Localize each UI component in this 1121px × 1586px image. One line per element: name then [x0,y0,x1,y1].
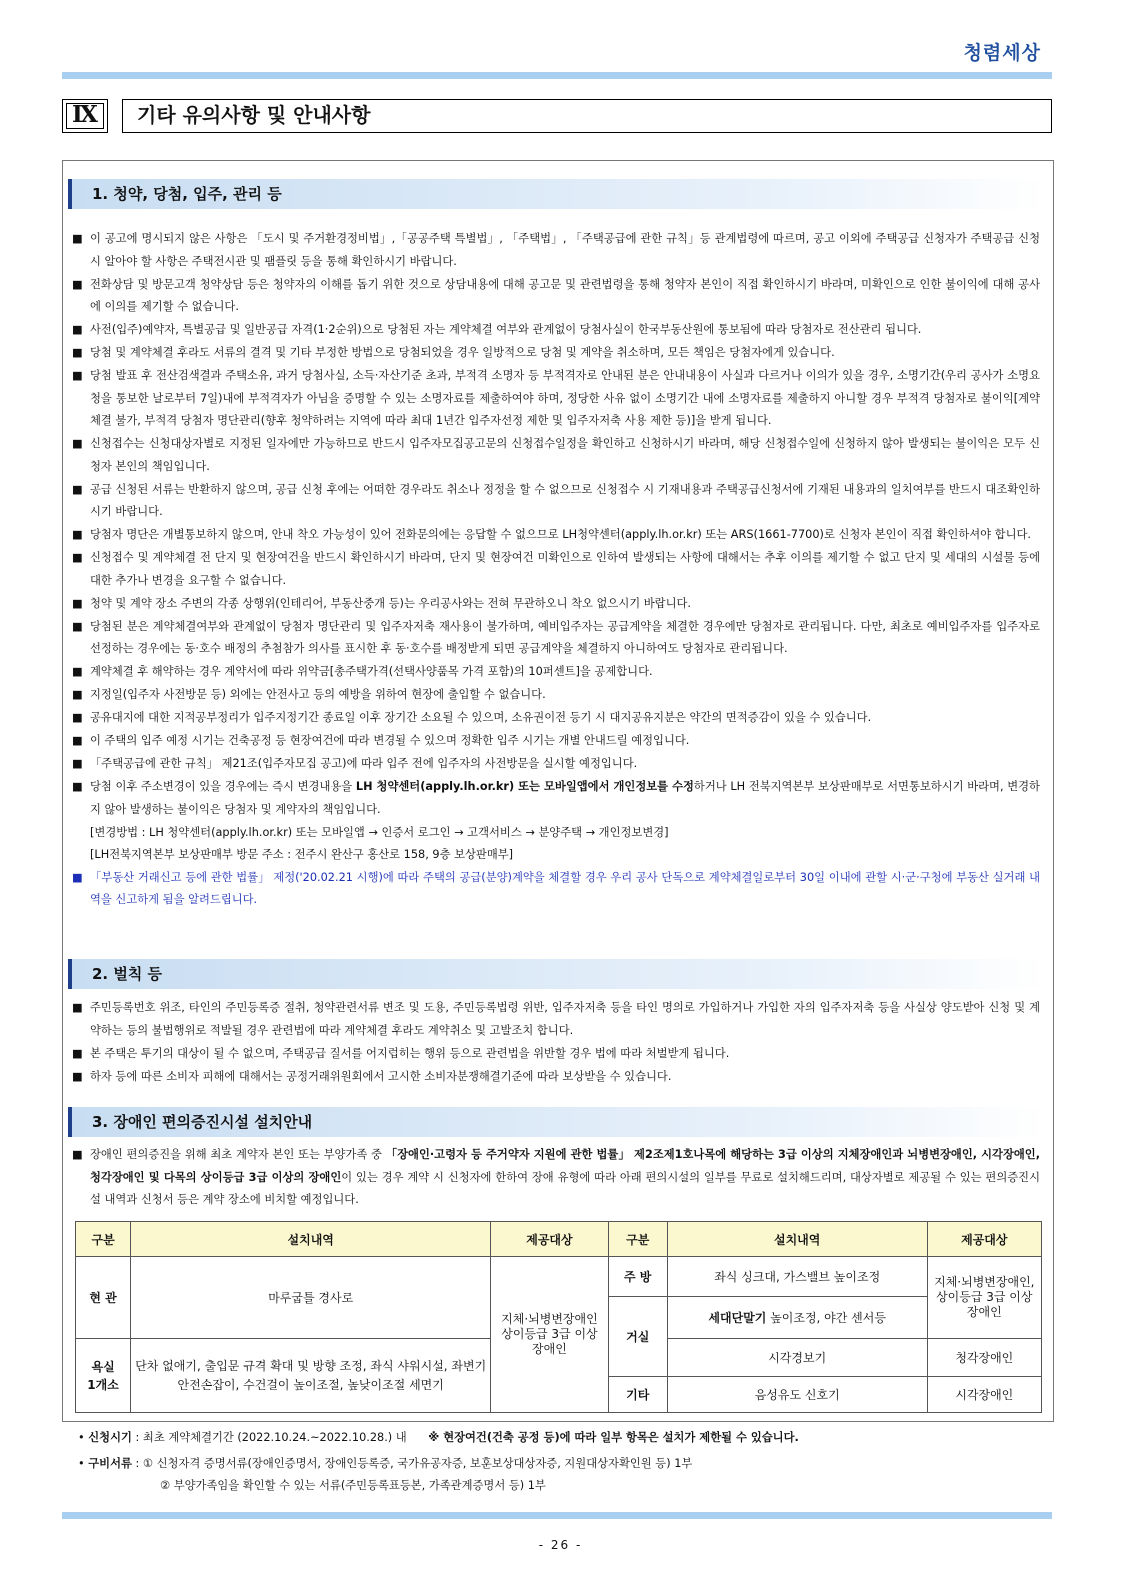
etc-item: 음성유도 신호기 [667,1377,927,1413]
list-item: ■ 청약 및 계약 장소 주변의 각종 상행위(인테리어, 부동산중개 등)는 우리공사와는 전혀 무관하오니 착오 없으시기 바랍니다. [72,596,692,610]
list-item-address-change: ■ 당첨 이후 주소변경이 있을 경우에는 즉시 변경내용을 LH 청약센터(apply.lh.or.kr) 또는 모바일앱에서 개인정보를 수정하거나 LH 전북지역본부 보상판매부로 서면통보하시기 바라며, 변경하지 않아 발생하는 불이익은 당첨자 및 계약자의 책임입니다. [72,780,1040,816]
list-item: ■ 전화상담 및 방문고객 청약상담 등은 청약자의 이해를 돕기 위한 것으로 상담내용에 대해 공고문 및 관련법령을 통해 청약자 본인이 직접 확인하시기 바라며, 미확인으로 인한 불이익에 대해 공사에 이의를 제기할 수 없습니다. [72,277,1040,313]
heading-s2: 2. 벌칙 등 [68,959,1046,989]
bath-item: 단차 없애기, 출입문 규격 확대 및 방향 조정, 좌식 샤워시설, 좌변기 안전손잡이, 수건걸이 높이조절, 높낮이조절 세면기 [131,1339,491,1413]
left-target: 지체·뇌병변장애인 상이등급 3급 이상 장애인 [491,1257,608,1413]
section-number [62,99,108,133]
s1-list [70,228,1040,912]
list-item: ■ 이 주택의 입주 예정 시기는 건축공정 등 현장여건에 따라 변경될 수 있으며 정확한 입주 시기는 개별 안내드릴 예정입니다. [72,734,690,747]
list-item: ■ 신청접수는 신청대상자별로 지정된 일자에만 가능하므로 반드시 입주자모집공고문의 신청접수일정을 확인하고 신청하시기 바라며, 해당 신청접수일에 신청하지 않아 발생되는 불이익은 모두 신청자 본인의 책임입니다. [72,437,1040,473]
row-label-entrance: 현 관 [76,1257,131,1339]
list-item: ■ 당첨 발표 후 전산검색결과 주택소유, 과거 당첨사실, 소득·자산기준 초과, 부적격 소명자 등 부적격자로 안내된 분은 안내내용이 사실과 다르거나 이의가 있을 경우, 소명기간(우리 공사가 소명요청을 통보한 날로부터 7일)내에 부적격자가 아님을 증명할 수 있는 소명자료를 제출하여야 하며, 정당한 사유 없이 소명기간 내에 소명자료를 제출하지 아니할 경우 부적격 당첨자로 불이익[계약체결 불가, 부적격 당첨자 명단관리(향후 청약하려는 지역에 따라 최대 1년간 입주자선정 제한 및 입주자저축 사용 제한 등)]을 받게 됩니다. [72,369,1040,427]
list-item: ■ 이 공고에 명시되지 않은 사항은 「도시 및 주거환경정비법」,「공공주택 특별법」, 「주택법」, 「주택공급에 관한 규칙」등 관계법령에 따르며, 공고 이외에 주택공급 신청자가 주택공급 신청 시 알아야 할 사항은 주택전시관 및 팸플릿 등을 통해 확인하시기 바랍니다. [72,232,1040,268]
row-label-etc: 기타 [608,1377,667,1413]
list-item: ■ 「주택공급에 관한 규칙」 제21조(입주자모집 공고)에 따라 입주 전에 입주자의 사전방문을 실시할 예정입니다. [72,757,638,770]
right-target-1: 지체·뇌병변장애인, 상이등급 3급 이상 장애인 [927,1257,1041,1339]
top-rule [62,72,1052,79]
s2-list [70,997,1040,1089]
living-item: 세대단말기 높이조정, 야간 센서등 [667,1297,927,1339]
facility-table [75,1221,1042,1413]
section-title: 기타 유의사항 및 안내사항 [122,99,1052,133]
col-header: 구분 [608,1222,667,1257]
list-item: ■ 계약체결 후 해약하는 경우 계약서에 따라 위약금[총주택가격(선택사양품목 가격 포함)의 10퍼센트]을 공제합니다. [72,665,653,678]
col-header: 제공대상 [927,1222,1041,1257]
kitchen-item: 좌식 싱크대, 가스밸브 높이조정 [667,1257,927,1297]
list-item: ■ 본 주택은 투기의 대상이 될 수 없으며, 주택공급 질서를 어지럽히는 행위 등으로 관련법을 위반할 경우 법에 따라 처벌받게 됩니다. [72,1046,730,1060]
integrity-logo [964,38,1041,65]
etc-target: 시각장애인 [927,1377,1041,1413]
list-item: ■ 하자 등에 따른 소비자 피해에 대해서는 공정거래위원회에서 고시한 소비자분쟁해결기준에 따라 보상받을 수 있습니다. [72,1069,672,1083]
list-item: ■ 공유대지에 대한 지적공부정리가 입주지정기간 종료일 이후 장기간 소요될 수 있으며, 소유권이전 등기 시 대지공유지분은 약간의 면적증감이 있을 수 있습니다. [72,711,872,724]
visit-address: [LH전북지역본부 보상판매부 방문 주소 : 전주시 완산구 홍산로 158, 9층 보상판매부] [90,848,514,861]
required-docs-2: ② 부양가족임을 확인할 수 있는 서류(주민등록표등본, 가족관계증명서 등) 1부 [160,1479,546,1492]
list-item-notice: ■ 「부동산 거래신고 등에 관한 법률」 제정('20.02.21 시행)에 따라 주택의 공급(분양)계약을 체결할 경우 우리 공사 단독으로 계약체결일로부터 30일 이내에 관할 시·군·구청에 부동산 실거래 내역을 신고하게 됨을 알려드립니다. [72,870,1040,906]
section-number-text: Ⅸ [72,101,98,128]
list-item: ■ 사전(입주)예약자, 특별공급 및 일반공급 자격(1·2순위)으로 당첨된 자는 계약체결 여부와 관계없이 당첨사실이 한국부동산원에 통보됨에 따라 당첨자로 전산관리 됩니다. [72,323,922,336]
list-item: ■ 공급 신청된 서류는 반환하지 않으며, 공급 신청 후에는 어떠한 경우라도 취소나 정정을 할 수 없으므로 신청접수 시 기재내용과 주택공급신청서에 기재된 내용과의 일치여부를 반드시 대조확인하시기 바랍니다. [72,482,1040,518]
col-header: 제공대상 [491,1222,608,1257]
heading-s1: 1. 청약, 당첨, 입주, 관리 등 [68,179,1046,209]
list-item: ■ 주민등록번호 위조, 타인의 주민등록증 절취, 청약관련서류 변조 및 도용, 주민등록법령 위반, 입주자저축 등을 타인 명의로 가입하거나 가입한 자의 입주자저축 등을 사실상 양도받아 신청 및 계약하는 등의 불법행위로 적발될 경우 관련법에 따라 계약체결 후라도 계약취소 및 고발조치 합니다. [72,1001,1040,1037]
s3-list [70,1144,1040,1212]
row-label-living: 거실 [608,1297,667,1377]
page-number: - 26 - [538,1538,583,1552]
list-item: ■ 신청접수 및 계약체결 전 단지 및 현장여건을 반드시 확인하시기 바라며, 단지 및 현장여건 미확인으로 인하여 발생되는 사항에 대해서는 추후 이의를 제기할 수 없고 단지 및 세대의 시설물 등에 대한 추가나 변경을 요구할 수 없습니다. [72,551,1040,587]
list-item: ■ 당첨 및 계약체결 후라도 서류의 결격 및 기타 부정한 방법으로 당첨되었을 경우 일방적으로 당첨 및 계약을 취소하며, 모든 책임은 당첨자에게 있습니다. [72,346,835,359]
apply-period: • 신청시기 : 최초 계약체결기간 (2022.10.24.~2022.10.28.) 내 ※ 현장여건(건축 공정 등)에 따라 일부 항목은 설치가 제한될 수 있습니다. [78,1431,799,1444]
entrance-item: 마루굽틀 경사로 [131,1257,491,1339]
col-header: 구분 [76,1222,131,1257]
list-item-facility-intro: ■ 장애인 편의증진을 위해 최초 계약자 본인 또는 부양가족 중 「장애인·고령자 등 주거약자 지원에 관한 법률」 제2조제1호나목에 해당하는 3급 이상의 지체장애인과 뇌병변장애인, 시각장애인, 청각장애인 및 다목의 상이등급 3급 이상의 장애인이 있는 경우 계약 시 신청자에 한하여 장애 유형에 따라 아래 편의시설의 일부를 무료로 설치해드리며, 대상자별로 제공될 수 있는 편의증진시설 내역과 신청서 등은 계약 장소에 비치할 예정입니다. [72,1148,1041,1206]
logo-text: 청렴세상 [963,42,1041,64]
col-header: 설치내역 [667,1222,927,1257]
list-item: ■ 당첨자 명단은 개별통보하지 않으며, 안내 착오 가능성이 있어 전화문의에는 응답할 수 없으므로 LH청약센터(apply.lh.or.kr) 또는 ARS(1661-7700)로 신청자 본인이 직접 확인하셔야 합니다. [72,528,1032,541]
change-method: [변경방법 : LH 청약센터(apply.lh.or.kr) 또는 모바일앱 → 인증서 로그인 → 고객서비스 → 분양주택 → 개인정보변경] [90,825,669,839]
row-label-kitchen: 주 방 [608,1257,667,1297]
list-item: ■ 당첨된 분은 계약체결여부와 관계없이 당첨자 명단관리 및 입주자저축 재사용이 불가하며, 예비입주자는 공급계약을 체결한 경우에만 당첨자로 관리됩니다. 다만, 최초로 예비입주자를 입주자로 선정하는 경우에는 동·호수 배정의 추첨참가 의사를 표시한 후 동·호수를 배정받게 되면 공급계약을 체결하지 아니하여도 당첨자로 관리됩니다. [72,619,1040,655]
alarm-target: 청각장애인 [927,1339,1041,1377]
list-item: ■ 지정일(입주자 사전방문 등) 외에는 안전사고 등의 예방을 위하여 현장에 출입할 수 없습니다. [72,688,546,701]
col-header: 설치내역 [131,1222,491,1257]
bottom-rule [62,1512,1052,1519]
heading-s3: 3. 장애인 편의증진시설 설치안내 [68,1107,1046,1137]
row-label-bath: 욕실 1개소 [76,1339,131,1413]
required-docs: • 구비서류 : ① 신청자격 증명서류(장애인증명서, 장애인등록증, 국가유공자증, 보훈보상대상자증, 지원대상자확인원 등) 1부 [78,1457,693,1470]
alarm-item: 시각경보기 [667,1339,927,1377]
